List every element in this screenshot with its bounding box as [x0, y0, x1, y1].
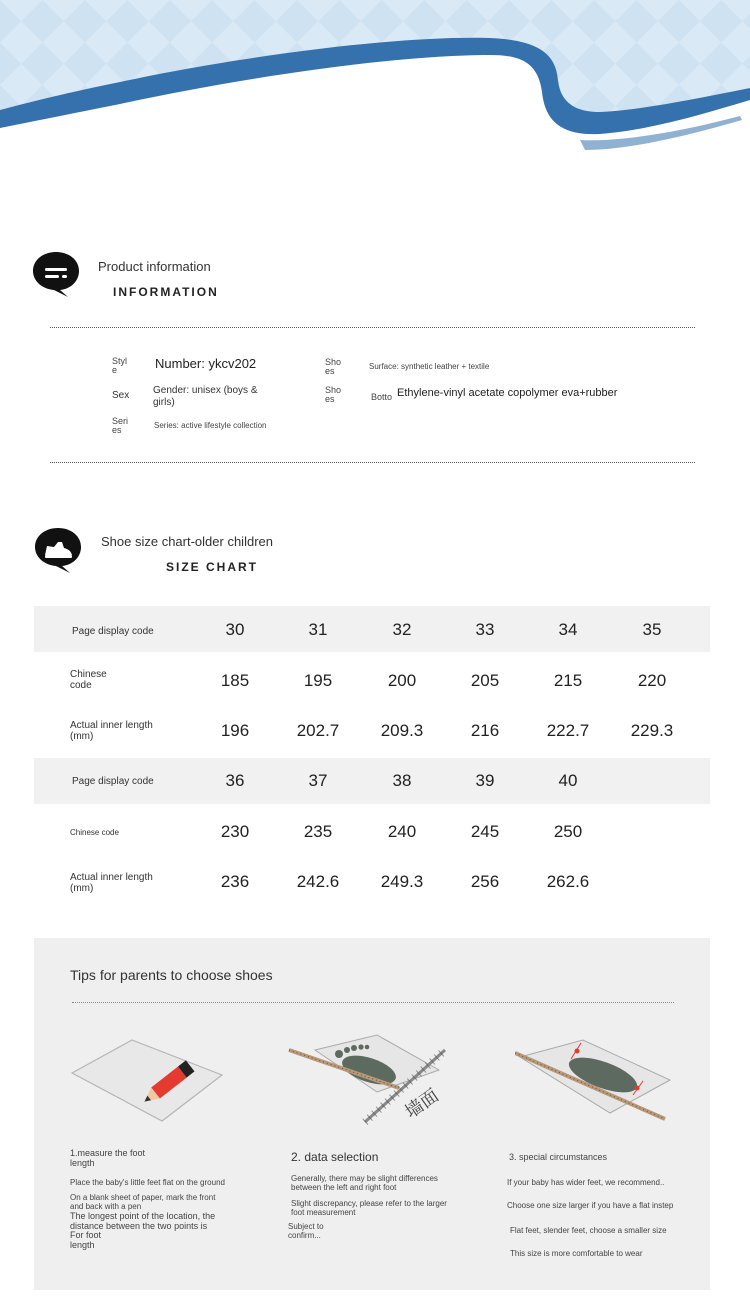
bottom-label: Botto — [371, 392, 393, 402]
size-cell: 30 — [225, 620, 245, 639]
size-cell: 236 — [220, 872, 250, 891]
tip2-line2: Slight discrepancy, please refer to the larger foot measurement — [291, 1199, 447, 1217]
size-cell: 35 — [642, 620, 662, 639]
paper-pencil-illustration — [70, 1035, 225, 1125]
size-cell: 216 — [470, 721, 500, 740]
tip3-line1: If your baby has wider feet, we recommend.. — [507, 1178, 665, 1187]
size-cell: 249.3 — [380, 872, 424, 891]
product-info-subtitle: Product information — [98, 259, 211, 274]
tip3-line3: Flat feet, slender feet, choose a smaller size — [510, 1226, 667, 1235]
tips-divider — [72, 1002, 674, 1003]
size-chart-title: SIZE CHART — [166, 560, 258, 574]
size-cell: 262.6 — [546, 872, 590, 891]
size-cell: 195 — [303, 671, 333, 690]
size-cell: 245 — [470, 822, 500, 841]
sneaker-icon — [34, 526, 82, 574]
size-chart-subtitle: Shoe size chart-older children — [101, 534, 273, 549]
size-cell: 36 — [225, 771, 245, 790]
size-cell: 230 — [220, 822, 250, 841]
shoes-label-2: Shoes — [325, 385, 342, 404]
size-cell: 200 — [387, 671, 417, 690]
tip3-line2: Choose one size larger if you have a flat instep — [507, 1201, 674, 1210]
size-cell: 220 — [637, 671, 667, 690]
size-row-label: Page display code — [72, 626, 154, 637]
product-info-title: INFORMATION — [113, 285, 219, 299]
tip1-line2: On a blank sheet of paper, mark the front and back with a pen — [70, 1193, 216, 1211]
size-cell: 222.7 — [546, 721, 590, 740]
chat-lines-icon — [32, 250, 80, 298]
size-cell: 40 — [558, 771, 578, 790]
size-cell: 31 — [308, 620, 328, 639]
size-row-label: Page display code — [72, 776, 154, 787]
size-cell: 34 — [558, 620, 578, 639]
sex-value: Gender: unisex (boys & girls) — [153, 385, 258, 408]
style-value: Number: ykcv202 — [155, 356, 257, 371]
size-cell: 37 — [308, 771, 328, 790]
foot-measurement-wall-illustration — [287, 1030, 447, 1125]
header-wave-banner — [0, 0, 750, 170]
size-cell: 33 — [475, 620, 495, 639]
size-cell: 250 — [553, 822, 583, 841]
tip1-line3: The longest point of the location, the distance between the two points is — [70, 1211, 216, 1231]
foot-ruler-markers-illustration — [515, 1035, 675, 1125]
size-cell: 256 — [470, 872, 500, 891]
wall-label: 墙面 — [401, 1085, 443, 1124]
size-cell: 240 — [387, 822, 417, 841]
divider-bottom — [50, 462, 695, 463]
tip1-line4: For foot length — [70, 1230, 102, 1250]
bottom-value: Ethylene-vinyl acetate copolymer eva+rubber — [397, 387, 618, 399]
style-label: Style — [112, 356, 128, 375]
size-cell: 39 — [475, 771, 495, 790]
size-row-label: Actual inner length (mm) — [70, 720, 153, 742]
sex-label: Sex — [112, 390, 130, 401]
size-cell: 242.6 — [296, 872, 340, 891]
size-row-label: Chinese code — [70, 828, 119, 837]
tip2-line3: Subject to confirm... — [288, 1222, 324, 1240]
size-cell: 205 — [470, 671, 500, 690]
size-cell: 209.3 — [380, 721, 424, 740]
tip1-heading: 1.measure the foot length — [70, 1148, 146, 1168]
size-cell: 229.3 — [630, 721, 674, 740]
size-cell: 196 — [220, 721, 250, 740]
size-cell: 235 — [303, 822, 333, 841]
tip3-heading: 3. special circumstances — [509, 1152, 608, 1162]
size-row-label: Actual inner length (mm) — [70, 872, 153, 894]
series-value: Series: active lifestyle collection — [154, 421, 267, 430]
tip2-heading: 2. data selection — [291, 1150, 379, 1164]
size-cell: 32 — [392, 620, 412, 639]
series-label: Series — [112, 416, 129, 435]
tip2-line1: Generally, there may be slight differences between the left and right foot — [291, 1174, 438, 1192]
tip3-line4: This size is more comfortable to wear — [510, 1249, 643, 1258]
tips-title: Tips for parents to choose shoes — [70, 967, 273, 983]
size-cell: 38 — [392, 771, 412, 790]
divider-top — [50, 327, 695, 328]
size-cell: 202.7 — [296, 721, 340, 740]
size-cell: 185 — [220, 671, 250, 690]
size-cell: 215 — [553, 671, 583, 690]
size-row-label: Chinese code — [70, 669, 107, 691]
shoes-surface-value: Surface: synthetic leather + textile — [369, 362, 490, 371]
shoes-label-1: Shoes — [325, 357, 342, 376]
tip1-line1: Place the baby's little feet flat on the ground — [70, 1178, 225, 1187]
